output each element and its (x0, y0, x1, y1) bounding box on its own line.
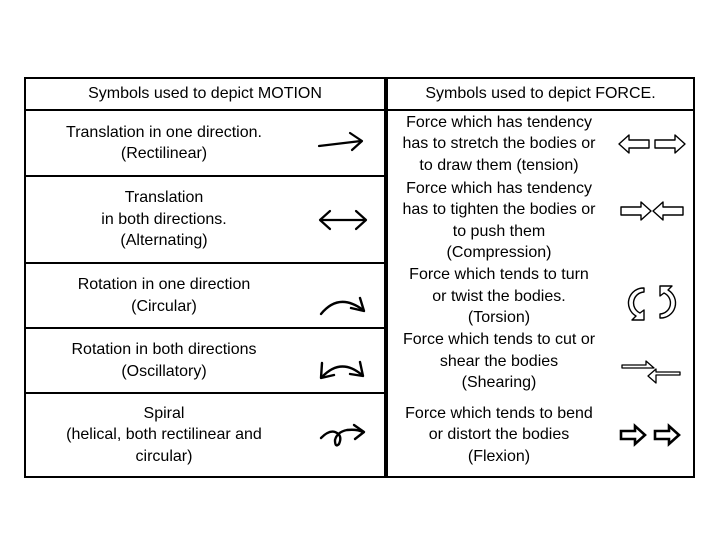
motion-row-alternating (26, 177, 384, 264)
force-row-shearing (388, 329, 693, 394)
double-arrow-icon (302, 177, 384, 262)
motion-description: Rotation in both directions (Oscillatory) (71, 341, 257, 380)
motion-row-rectilinear (26, 111, 384, 177)
force-description: Force which tends to bend or distort the bodies (Flexion) (405, 404, 593, 465)
motion-row-oscillatory (26, 329, 384, 394)
motion-panel (24, 77, 386, 478)
force-description: Force which tends to cut or shear the bodies (Shearing) (402, 331, 596, 392)
motion-description: Translation in both directions. (Alternating) (101, 189, 227, 250)
spiral-arrow-icon (302, 394, 384, 476)
force-description: Force which tends to turn or twist the bodies. (Torsion) (409, 266, 589, 327)
double-curved-arrow-icon (302, 329, 384, 392)
motion-row-circular (26, 264, 384, 329)
compression-arrows-icon (610, 177, 693, 264)
shearing-arrows-icon (610, 329, 693, 394)
motion-description: Translation in one direction. (Rectilinear) (66, 123, 262, 162)
force-row-torsion (388, 264, 693, 329)
force-row-tension (388, 111, 693, 177)
tension-arrows-icon (610, 111, 693, 177)
force-row-flexion (388, 394, 693, 476)
force-description: Force which has tendency has to stretch the bodies or to draw them (tension) (402, 113, 596, 174)
flexion-arrows-icon (610, 394, 693, 476)
motion-description: Rotation in one direction (Circular) (77, 276, 251, 315)
force-row-compression (388, 177, 693, 264)
force-header: Symbols used to depict FORCE. (388, 79, 693, 111)
motion-description: Spiral (helical, both rectilinear and circular) (66, 404, 262, 465)
single-arrow-icon (302, 111, 384, 175)
force-panel (386, 77, 695, 478)
torsion-arrows-icon (610, 264, 693, 329)
force-description: Force which has tendency has to tighten the bodies or to push them (Compression) (402, 179, 596, 261)
curved-arrow-icon (302, 264, 384, 327)
motion-header: Symbols used to depict MOTION (26, 79, 384, 111)
motion-row-spiral (26, 394, 384, 476)
